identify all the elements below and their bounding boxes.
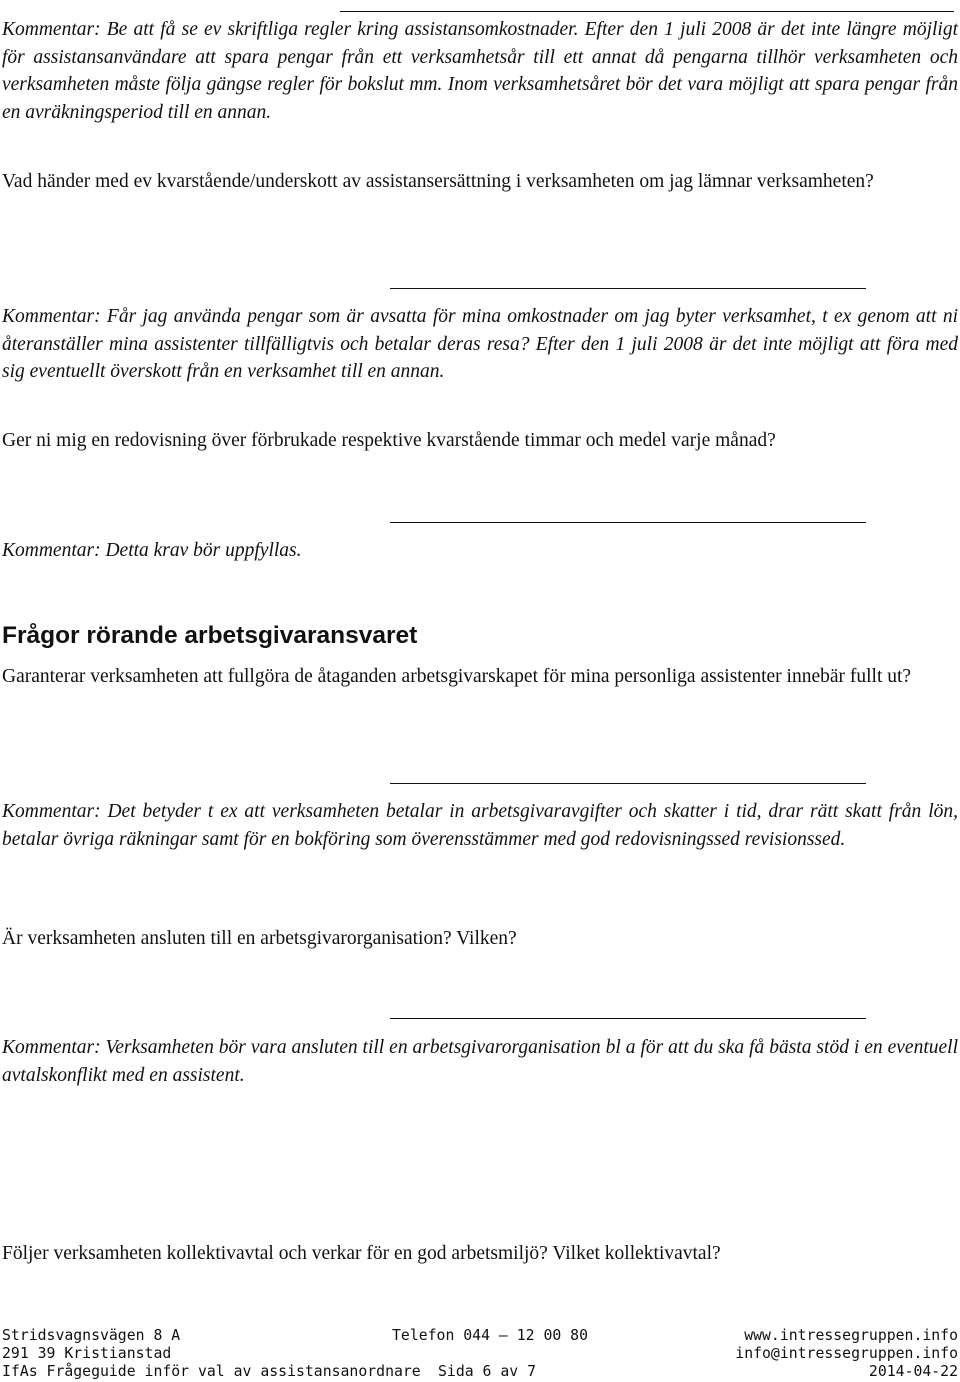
question-paragraph: Följer verksamheten kollektivavtal och verkar för en god arbetsmiljö? Vilket kollektivavtal? [2,1243,721,1264]
question-paragraph: Ger ni mig en redovisning över förbrukade respektive kvarstående timmar och medel varje månad? [2,430,776,451]
answer-line [390,522,866,523]
question-paragraph: Garanterar verksamheten att fullgöra de åtaganden arbetsgivarskapet för mina personliga assistenter innebär fullt ut? [2,666,912,687]
answer-line [390,288,866,289]
question-paragraph: Vad händer med ev kvarstående/underskott av assistansersättning i verksamheten om jag lämnar verksamheten? [2,171,874,192]
footer-doc-title: IfAs Frågeguide inför val av assistansanordnare [2,1363,421,1380]
comment-paragraph: Kommentar: Detta krav bör uppfyllas. [2,540,302,561]
footer-website: www.intressegruppen.info [744,1327,958,1344]
footer-city: 291 39 Kristianstad [2,1345,172,1362]
footer-date: 2014-04-22 [868,1363,958,1380]
comment-paragraph: Kommentar: Får jag använda pengar som är avsatta för mina omkostnader om jag byter verksamhet, t ex genom att ni återanställer mina assistenter tillfälligtvis och betalar deras resa? Efter den 1 juli 2008 är det inte möjligt att föra med sig eventuellt överskott från en verksamhet till en annan. [2,306,958,382]
section-heading: Frågor rörande arbetsgivaransvaret [2,622,418,649]
answer-line [390,783,866,784]
footer-phone: Telefon 044 – 12 00 80 [392,1327,588,1344]
footer-page-number: Sida 6 av 7 [438,1363,536,1380]
footer-street: Stridsvagnsvägen 8 A [2,1327,181,1344]
answer-line [390,1018,866,1019]
comment-paragraph: Kommentar: Verksamheten bör vara ansluten till en arbetsgivarorganisation bl a för att du ska få bästa stöd i en eventuell avtalskonflikt med en assistent. [2,1037,958,1086]
question-paragraph: Är verksamheten ansluten till en arbetsgivarorganisation? Vilken? [2,928,517,949]
comment-paragraph: Kommentar: Be att få se ev skriftliga regler kring assistansomkostnader. Efter den 1 juli 2008 är det inte längre möjligt för assistansanvändare att spara pengar från ett verksamhetsår till ett annat då pengarna tillhör verksamheten och verksamheten måste följa gängse regler för bokslut mm. Inom verksamhetsåret bör det vara möjligt att spara pengar från en avräkningsperiod till en annan. [2,19,958,123]
footer-email: info@intressegruppen.info [735,1345,958,1362]
comment-paragraph: Kommentar: Det betyder t ex att verksamheten betalar in arbetsgivaravgifter och skatter i tid, drar rätt skatt från lön, betalar övriga räkningar samt för en bokföring som överensstämmer med god redovisningssed revisionssed. [2,801,958,850]
top-rule [340,11,954,12]
